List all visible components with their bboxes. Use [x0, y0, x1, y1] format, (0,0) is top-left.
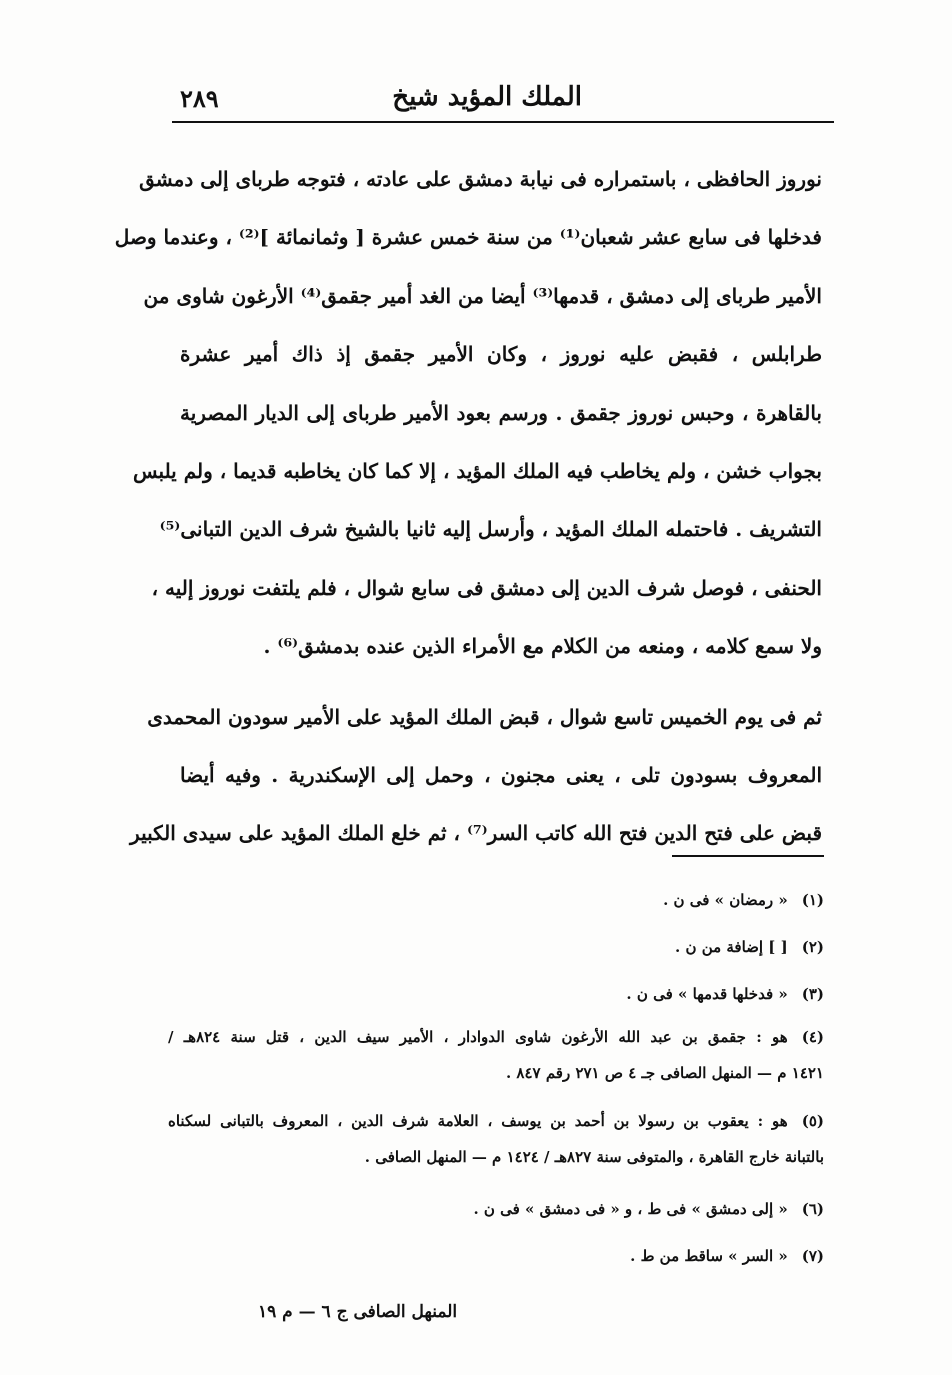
footnote	[168, 925, 824, 972]
footnote-text: « رمضان » فى ن .	[663, 891, 788, 909]
footnote-number: (٢)	[801, 938, 824, 956]
footnote	[168, 1234, 824, 1281]
footnote-number: (١)	[801, 891, 824, 909]
footnote-number: (٥)	[801, 1112, 824, 1130]
text-line: الحنفى ، فوصل شرف الدين إلى دمشق فى سابع شوال ، فلم يلتفت نوروز إليه ،	[151, 575, 822, 600]
footnote-number: (٦)	[801, 1200, 824, 1218]
footnote	[168, 1187, 824, 1234]
signature-mark: المنهل الصافى ج ٦ — م ١٩	[258, 1302, 458, 1322]
text-line: بجواب خشن ، ولم يخاطب فيه الملك المؤيد ، إلا كما كان يخاطبه قديما ، ولم يلبس	[133, 458, 822, 483]
footnote-text: [ ] إضافة من ن .	[675, 938, 788, 956]
text-line: طرابلس ، فقبض عليه نوروز ، وكان الأمير جقمق إذ ذاك أمير عشرة	[180, 342, 822, 367]
running-header	[172, 80, 832, 118]
footnote-number: (٤)	[801, 1028, 824, 1046]
footnote-number: (٧)	[801, 1247, 824, 1265]
page-title: الملك المؤيد شيخ	[392, 82, 582, 112]
text-line: ثم فى يوم الخميس تاسع شوال ، قبض الملك المؤيد على الأمير سودون المحمدى	[147, 704, 822, 729]
footnote	[168, 1019, 824, 1055]
main-text	[114, 150, 822, 863]
footnote	[168, 878, 824, 925]
text-line: المعروف بسودون تلى ، يعنى مجنون ، وحمل إلى الإسكندرية . وفيه أيضا	[180, 762, 822, 787]
footnote	[168, 1103, 824, 1139]
text-line: التشريف . فاحتمله الملك المؤيد ، وأرسل إليه ثانيا بالشيخ شرف الدين التبانى⁽⁵⁾	[159, 517, 822, 542]
footnote-text: « إلى دمشق » فى ط ، و « فى دمشق » فى ن .	[473, 1200, 788, 1218]
footnote-separator	[672, 855, 824, 857]
footnote-text: « فدخلها قدمها » فى ن .	[626, 985, 788, 1003]
footnote-text: « السر » ساقط من ط .	[630, 1247, 788, 1265]
text-line: نوروز الحافظى ، باستمراره فى نيابة دمشق على عادته ، فتوجه طرباى إلى دمشق	[139, 167, 822, 191]
footnote-text: هو : جقمق بن عبد الله الأرغون شاوى الدوادار ، الأمير سيف الدين ، قتل سنة ٨٢٤هـ /	[168, 1028, 788, 1046]
footnote-continuation: بالتبانة خارج القاهرة ، والمتوفى سنة ٨٢٧هـ / ١٤٢٤ م — المنهل الصافى .	[364, 1148, 824, 1166]
footnote-continuation: ١٤٢١ م — المنهل الصافى جـ ٤ ص ٢٧١ رقم ٨٤٧ .	[505, 1064, 824, 1082]
text-line: ولا سمع كلامه ، ومنعه من الكلام مع الأمراء الذين عنده بدمشق⁽⁶⁾ .	[263, 634, 822, 659]
text-line: الأمير طرباى إلى دمشق ، قدمها⁽³⁾ أيضا من الغد أمير جقمق⁽⁴⁾ الأرغون شاوى من	[143, 283, 822, 308]
page-number: ٢٨٩	[180, 84, 219, 113]
footnote	[168, 972, 824, 1019]
text-line: فدخلها فى سابع عشر شعبان⁽¹⁾ من سنة خمس عشرة [ وثمانمائة ]⁽²⁾ ، وعندما وصل	[114, 225, 822, 250]
text-line: بالقاهرة ، وحبس نوروز جقمق . ورسم بعود الأمير طرباى إلى الديار المصرية	[180, 400, 822, 425]
footnotes	[168, 878, 824, 1281]
footnote-number: (٣)	[801, 985, 824, 1003]
header-rule	[172, 121, 834, 123]
paragraph-gap	[180, 676, 822, 688]
text-line: قبض على فتح الدين فتح الله كاتب السر⁽⁷⁾ ، ثم خلع الملك المؤيد على سيدى الكبير	[130, 821, 822, 846]
footnote-text: هو : يعقوب بن رسولا بن أحمد بن يوسف ، العلامة شرف الدين ، المعروف بالتبانى لسكناه	[168, 1112, 788, 1130]
